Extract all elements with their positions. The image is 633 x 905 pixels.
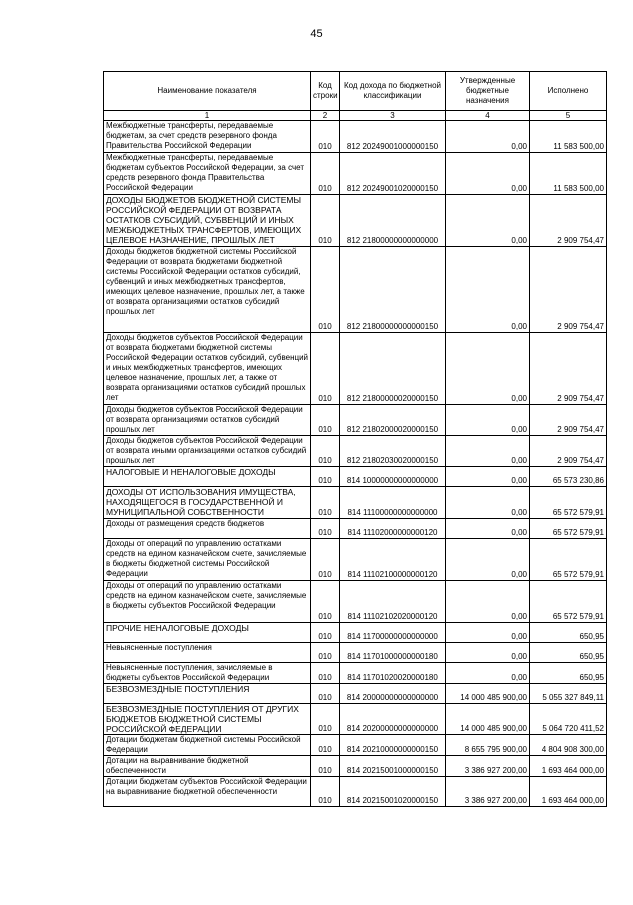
row-approved: 0,00 — [446, 539, 530, 581]
row-approved: 3 386 927 200,00 — [446, 756, 530, 777]
row-income-code: 814 20215001020000150 — [340, 777, 446, 807]
row-executed: 2 909 754,47 — [530, 405, 607, 436]
row-executed: 65 573 230,86 — [530, 467, 607, 487]
table-row — [104, 487, 607, 519]
table-row — [104, 467, 607, 487]
row-approved: 0,00 — [446, 333, 530, 405]
row-name: Дотации на выравнивание бюджетной обеспеченности — [104, 756, 311, 777]
row-approved: 0,00 — [446, 467, 530, 487]
row-code: 010 — [311, 777, 340, 807]
row-executed: 2 909 754,47 — [530, 247, 607, 333]
row-code: 010 — [311, 436, 340, 467]
header-executed: Исполнено — [530, 72, 607, 111]
row-code: 010 — [311, 195, 340, 247]
row-code: 010 — [311, 333, 340, 405]
row-executed: 650,95 — [530, 663, 607, 684]
row-income-code: 814 11700000000000000 — [340, 623, 446, 643]
row-name: Доходы бюджетов бюджетной системы Российской Федерации от возврата бюджетами бюджетной системы Российской Федерации остатков субсидий, субвенций и иных межбюджетных трансфертов, имеющих целевое назначение, прошлых лет, а также от возврата организациями остатков субсидий прошлых лет — [104, 247, 311, 333]
row-income-code: 812 20249001000000150 — [340, 121, 446, 153]
row-approved: 0,00 — [446, 405, 530, 436]
table-row — [104, 643, 607, 663]
table-row — [104, 623, 607, 643]
row-code: 010 — [311, 487, 340, 519]
column-number: 2 — [311, 111, 340, 121]
row-code: 010 — [311, 405, 340, 436]
row-approved: 0,00 — [446, 195, 530, 247]
row-name: Доходы от размещения средств бюджетов — [104, 519, 311, 539]
row-executed: 2 909 754,47 — [530, 436, 607, 467]
page-number: 45 — [310, 28, 323, 40]
column-number: 1 — [104, 111, 311, 121]
row-approved: 3 386 927 200,00 — [446, 777, 530, 807]
row-name: Доходы бюджетов субъектов Российской Федерации от возврата организациями остатков субсидий прошлых лет — [104, 405, 311, 436]
row-executed: 2 909 754,47 — [530, 333, 607, 405]
table-row — [104, 756, 607, 777]
row-income-code: 814 11100000000000000 — [340, 487, 446, 519]
row-income-code: 812 20249001020000150 — [340, 153, 446, 195]
row-name: Доходы бюджетов субъектов Российской Федерации от возврата иными организациями остатков субсидий прошлых лет — [104, 436, 311, 467]
table-row — [104, 539, 607, 581]
row-code: 010 — [311, 519, 340, 539]
header-name: Наименование показателя — [104, 72, 311, 111]
row-approved: 14 000 485 900,00 — [446, 684, 530, 704]
row-income-code: 814 11701000000000180 — [340, 643, 446, 663]
row-name: Дотации бюджетам бюджетной системы Российской Федерации — [104, 735, 311, 756]
row-executed: 5 055 327 849,11 — [530, 684, 607, 704]
row-income-code: 812 21800000000000150 — [340, 247, 446, 333]
row-name: Доходы бюджетов субъектов Российской Федерации от возврата бюджетами бюджетной системы Российской Федерации остатков субсидий, субвенций и иных межбюджетных трансфертов, имеющих целевое назначение, прошлых лет, а также от возврата организациями остатков субсидий прошлых лет — [104, 333, 311, 405]
column-number: 3 — [340, 111, 446, 121]
row-executed: 650,95 — [530, 643, 607, 663]
header-approved: Утвержденные бюджетные назначения — [446, 72, 530, 111]
row-income-code: 812 21800000000000000 — [340, 195, 446, 247]
row-approved: 0,00 — [446, 623, 530, 643]
table-row — [104, 333, 607, 405]
header-income-code: Код дохода по бюджетной классификации — [340, 72, 446, 111]
row-income-code: 814 11102102020000120 — [340, 581, 446, 623]
row-executed: 11 583 500,00 — [530, 153, 607, 195]
row-code: 010 — [311, 643, 340, 663]
table-row — [104, 581, 607, 623]
row-executed: 65 572 579,91 — [530, 487, 607, 519]
row-name: БЕЗВОЗМЕЗДНЫЕ ПОСТУПЛЕНИЯ — [104, 684, 311, 704]
row-approved: 0,00 — [446, 643, 530, 663]
row-approved: 8 655 795 900,00 — [446, 735, 530, 756]
row-income-code: 814 10000000000000000 — [340, 467, 446, 487]
row-name: Невыясненные поступления — [104, 643, 311, 663]
row-income-code: 814 20200000000000000 — [340, 704, 446, 735]
row-name: БЕЗВОЗМЕЗДНЫЕ ПОСТУПЛЕНИЯ ОТ ДРУГИХ БЮДЖЕТОВ БЮДЖЕТНОЙ СИСТЕМЫ РОССИЙСКОЙ ФЕДЕРАЦИИ — [104, 704, 311, 735]
row-name: ПРОЧИЕ НЕНАЛОГОВЫЕ ДОХОДЫ — [104, 623, 311, 643]
row-income-code: 812 21802000020000150 — [340, 405, 446, 436]
column-number: 5 — [530, 111, 607, 121]
row-name: Доходы от операций по управлению остатками средств на едином казначейском счете, зачисляемые в бюджеты субъектов Российской Федерации — [104, 581, 311, 623]
row-name: ДОХОДЫ БЮДЖЕТОВ БЮДЖЕТНОЙ СИСТЕМЫ РОССИЙСКОЙ ФЕДЕРАЦИИ ОТ ВОЗВРАТА ОСТАТКОВ СУБСИДИЙ, СУБВЕНЦИЙ И ИНЫХ МЕЖБЮДЖЕТНЫХ ТРАНСФЕРТОВ, ИМЕЮЩИХ ЦЕЛЕВОЕ НАЗНАЧЕНИЕ, ПРОШЛЫХ ЛЕТ — [104, 195, 311, 247]
row-code: 010 — [311, 581, 340, 623]
table-row — [104, 663, 607, 684]
row-executed: 5 064 720 411,52 — [530, 704, 607, 735]
header-code: Код строки — [311, 72, 340, 111]
table-row — [104, 436, 607, 467]
row-approved: 0,00 — [446, 153, 530, 195]
table-row — [104, 704, 607, 735]
row-approved: 0,00 — [446, 487, 530, 519]
row-approved: 0,00 — [446, 121, 530, 153]
row-code: 010 — [311, 663, 340, 684]
row-code: 010 — [311, 684, 340, 704]
row-executed: 65 572 579,91 — [530, 519, 607, 539]
row-code: 010 — [311, 539, 340, 581]
row-executed: 2 909 754,47 — [530, 195, 607, 247]
row-code: 010 — [311, 623, 340, 643]
row-income-code: 814 20215001000000150 — [340, 756, 446, 777]
table-row — [104, 684, 607, 704]
row-name: Межбюджетные трансферты, передаваемые бюджетам субъектов Российской Федерации, за счет средств резервного фонда Правительства Российской Федерации — [104, 153, 311, 195]
table-header-row — [104, 72, 607, 111]
column-number: 4 — [446, 111, 530, 121]
row-name: Межбюджетные трансферты, передаваемые бюджетам, за счет средств резервного фонда Правительства Российской Федерации — [104, 121, 311, 153]
table-row — [104, 121, 607, 153]
table-row — [104, 247, 607, 333]
table-row — [104, 519, 607, 539]
row-code: 010 — [311, 247, 340, 333]
row-code: 010 — [311, 704, 340, 735]
column-number-row — [104, 111, 607, 121]
row-income-code: 812 21802030020000150 — [340, 436, 446, 467]
row-code: 010 — [311, 756, 340, 777]
row-name: Невыясненные поступления, зачисляемые в бюджеты субъектов Российской Федерации — [104, 663, 311, 684]
row-name: ДОХОДЫ ОТ ИСПОЛЬЗОВАНИЯ ИМУЩЕСТВА, НАХОДЯЩЕГОСЯ В ГОСУДАРСТВЕННОЙ И МУНИЦИПАЛЬНОЙ СОБСТВЕННОСТИ — [104, 487, 311, 519]
row-income-code: 814 11102100000000120 — [340, 539, 446, 581]
row-income-code: 814 11701020020000180 — [340, 663, 446, 684]
row-executed: 65 572 579,91 — [530, 581, 607, 623]
row-income-code: 814 20210000000000150 — [340, 735, 446, 756]
table-row — [104, 195, 607, 247]
budget-table — [103, 71, 607, 807]
table-row — [104, 153, 607, 195]
row-approved: 14 000 485 900,00 — [446, 704, 530, 735]
row-executed: 65 572 579,91 — [530, 539, 607, 581]
row-income-code: 812 21800000020000150 — [340, 333, 446, 405]
table-row — [104, 735, 607, 756]
row-income-code: 814 11102000000000120 — [340, 519, 446, 539]
row-code: 010 — [311, 153, 340, 195]
table-row — [104, 405, 607, 436]
row-approved: 0,00 — [446, 436, 530, 467]
row-executed: 4 804 908 300,00 — [530, 735, 607, 756]
row-approved: 0,00 — [446, 519, 530, 539]
row-approved: 0,00 — [446, 247, 530, 333]
row-approved: 0,00 — [446, 663, 530, 684]
table-row — [104, 777, 607, 807]
row-name: НАЛОГОВЫЕ И НЕНАЛОГОВЫЕ ДОХОДЫ — [104, 467, 311, 487]
row-executed: 1 693 464 000,00 — [530, 756, 607, 777]
row-executed: 1 693 464 000,00 — [530, 777, 607, 807]
row-executed: 650,95 — [530, 623, 607, 643]
row-income-code: 814 20000000000000000 — [340, 684, 446, 704]
row-name: Доходы от операций по управлению остатками средств на едином казначейском счете, зачисляемые в бюджеты бюджетной системы Российской Федерации — [104, 539, 311, 581]
row-code: 010 — [311, 735, 340, 756]
row-name: Дотации бюджетам субъектов Российской Федерации на выравнивание бюджетной обеспеченности — [104, 777, 311, 807]
row-code: 010 — [311, 121, 340, 153]
row-approved: 0,00 — [446, 581, 530, 623]
row-executed: 11 583 500,00 — [530, 121, 607, 153]
row-code: 010 — [311, 467, 340, 487]
